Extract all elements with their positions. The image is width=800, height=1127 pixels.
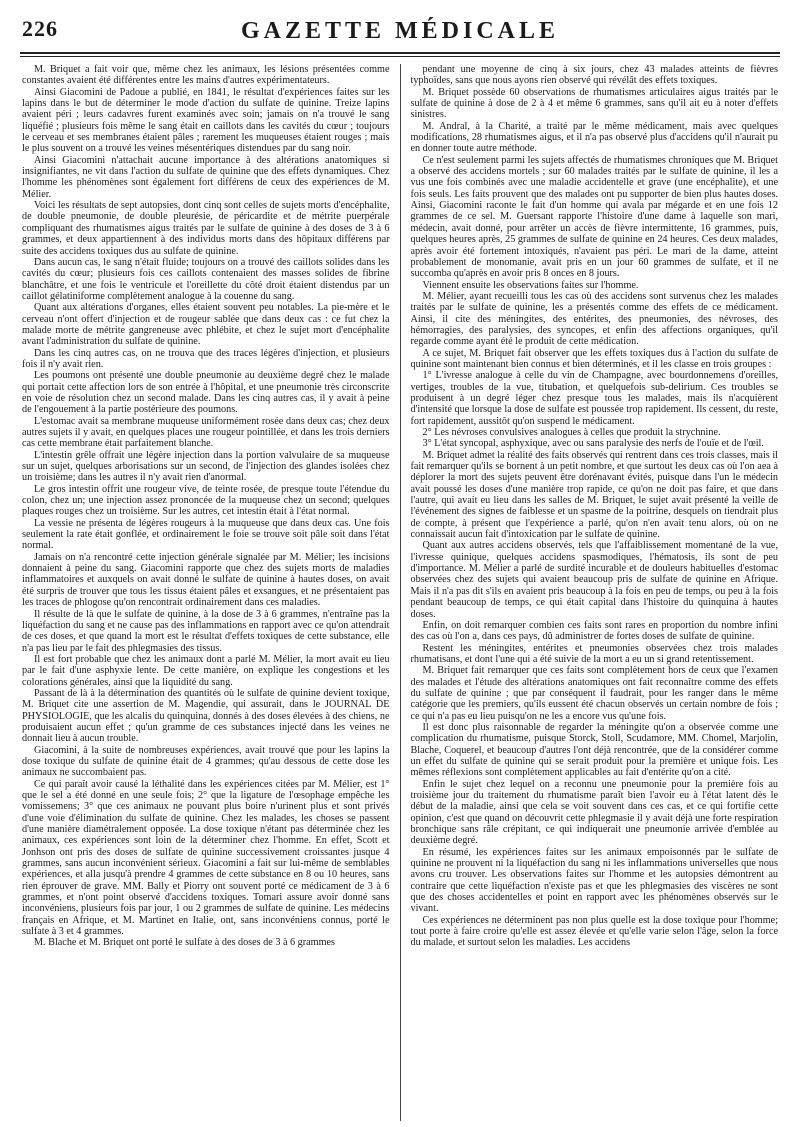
paragraph: Quant aux altérations d'organes, elles étaient souvent peu notables. La pie-mère et le cerveau n'ont offert d'injection et de rougeur sablée que dans deux cas : ce fut chez la malade morte de métrite gangreneuse avec phlébite, et chez le sujet mort d'encéphalite avant l'administration du sulfate de quinine.: [22, 302, 390, 348]
paragraph: Ces expériences ne déterminent pas non plus quelle est la dose toxique pour l'homme; tout porte à faire croire qu'elle est assez élevée et qu'elle varie selon l'âge, selon la force du malade, et surtout selon les maladies. Les accidens: [410, 914, 778, 949]
paragraph: Il résulte de là que le sulfate de quinine, à la dose de 3 à 6 grammes, n'entraîne pas la liquéfaction du sang et ne cause pas des inflammations en rapport avec ce qu'on attendrait de ces doses, et que quand la mort est le résultat d'effets toxiques de cette substance, elle n'a pas lieu par le fait des phlegmasies des tissus.: [22, 608, 390, 654]
header-rule: [20, 52, 780, 54]
right-column: [411, 64, 779, 1121]
paragraph: L'estomac avait sa membrane muqueuse uniformément rosée dans deux cas; chez deux autres sujets il y avait, en quelques places une rougeur pointillée, et dans les trois derniers cas cette membrane était parfaitement blanche.: [22, 415, 390, 450]
paragraph: Ce n'est seulement parmi les sujets affectés de rhumatismes chroniques que M. Briquet a observé des accidens mortels ; sur 60 malades traités par le sulfate de quinine, il les a vus une fois combinés avec une maladie accidentelle et grave (une encéphalite), et une fois seuls. Les faits prouvent que des malades ont pu supporter de bien plus hautes doses. Ainsi, Giacomini raconte le fait d'un homme qui avala par mégarde et en une fois 12 grammes de ce sel. M. Guersant rapporte l'histoire d'une dame à laquelle son mari, médecin, avait donné, pour arrêter un accès de fièvre intermittente, 16 grammes, puis, quelques heures après, 25 grammes de sulfate de quinine en 24 heures. Ces deux malades, après avoir été fortement intoxiqués, n'avaient pas péri. Le mari de la dame, atteint probablement de monomanie, avait pris en un jour 60 grammes de sulfate, et il ne succomba qu'après en avoir pris 8 onces en 8 jours.: [410, 154, 778, 280]
paragraph: En résumé, les expériences faites sur les animaux empoisonnés par le sulfate de quinine ne prouvent ni la liquéfaction du sang ni les inflammations universelles que nous avons cru trouver. Les observations faites sur l'homme et les autopsies démontrent au contraire que cette liquéfaction n'existe pas et que les phlegmasies des viscères ne sont que des choses accidentelles et point en rapport avec les phénomènes observés sur le vivant.: [410, 846, 778, 915]
paragraph: Dans aucun cas, le sang n'était fluide; toujours on a trouvé des caillots solides dans les cavités du cœur; plusieurs fois ces caillots contenaient des masses solides de fibrine blanchâtre, et une fois le ventricule et l'oreillette du côté droit étaient distendus par un caillot gélatiniforme complètement analogue à la couenne du sang.: [22, 256, 390, 302]
header-rule-thin: [20, 56, 780, 57]
paragraph: M. Briquet fait remarquer que ces faits sont complètement hors de ceux que l'examen des malades et l'étude des altérations anatomiques ont fait reconnaître comme des effets du sulfate de quinine ; que par conséquent il faudrait, pour les ranger dans le même catégorie que les premiers, qu'ils eussent été chacun observés un certain nombre de fois ; ce qui n'a pas eu lieu puisqu'on ne les a encore vus qu'une fois.: [410, 665, 778, 722]
paragraph: La vessie ne présenta de légères rougeurs à la muqueuse que dans deux cas. Une fois seulement la rate était gonflée, et ordinairement le foie se trouve soit pâle soit dans l'état normal.: [22, 517, 390, 552]
paragraph: Enfin le sujet chez lequel on a reconnu une pneumonie pour la première fois au troisième jour du traitement du rhumatisme paraît bien l'avoir eu à l'état latent dès le début de la maladie, ainsi que cela se voit souvent dans ces cas, et ce qui fortifie cette opinion, c'est que quand on découvrit cette phlegmasie il y avait déjà une forte respiration bronchique sans râle crépitant, ce qui indiquerait une pneumonie arrivée d'emblée au deuxième degré.: [410, 778, 778, 847]
paragraph: Ainsi Giacomini de Padoue a publié, en 1841, le résultat d'expériences faites sur les lapins dans le but de déterminer le mode d'action du sulfate de quinine. Treize lapins avaient péri ; leurs cadavres furent examinés avec soin; jamais on n'a trouvé le sang liquéfié ; plusieurs fois même le sang était en caillots dans les cavités du cœur ; toujours le cerveau et ses membranes étaient pâles ; rarement les muqueuses étaient rouges ; mais le plus souvent on a trouvé les veines mésentériques distendues par du sang noir.: [22, 86, 390, 155]
paragraph: M. Briquet admet la réalité des faits observés qui rentrent dans ces trois classes, mais il fait remarquer qu'ils se bornent à un petit nombre, et que surtout les deux cas où l'on aea à déplorer la mort des sujets peuvent être dorénavant évités, puisque dans l'un le médecin avait poussé les doses d'une manière trop rapide, ce qu'on ne doit pas faire, et que dans l'autre, qui avait eu lieu dans les salles de M. Briquet, le sujet avait présenté la veille de l'événement des signes de faiblesse et un spasme de la poitrine, desquels on tiendrait plus de compte, à présent que l'expérience a parlé, qu'on n'en avait tenu alors, où on ne connaissait aucun fait d'intoxication par le sulfate de quinine.: [410, 449, 778, 541]
paragraph: Jamais on n'a rencontré cette injection générale signalée par M. Mélier; les incisions donnaient à peine du sang. Giacomini rapporte que chez des sujets morts de maladies inflammatoires et auxquels on avait donné le sulfate de quinine à hautes doses, on avait été surpris de trouver que tous les tissus étaient pâles et exsangues, et ne présentaient pas les traces de phlogose qu'on rencontrait ordinairement dans ces maladies.: [22, 551, 390, 609]
paragraph: Enfin, on doit remarquer combien ces faits sont rares en proportion du nombre infini des cas où l'on a, dans ces pays, dû administrer de fortes doses de sulfate de quinine.: [410, 619, 778, 643]
paragraph: Les poumons ont présenté une double pneumonie au deuxième degré chez le malade qui portait cette affection lors de son entrée à l'hôpital, et une pneumonie très circonscrite en voie de résolution chez un second malade. Dans les cinq autres cas, il y avait à peine de l'engouement à la partie postérieure des poumons.: [22, 370, 390, 416]
paragraph: Il est fort probable que chez les animaux dont a parlé M. Mélier, la mort avait eu lieu par le fait d'une asphyxie lente. De cette manière, on explique les congestions et les colorations générales, ainsi que la liquidité du sang.: [22, 653, 390, 688]
journal-title: GAZETTE MÉDICALE: [240, 18, 560, 44]
paragraph: Il est donc plus raisonnable de regarder la méningite qu'on a observée comme une complication du rhumatisme, puisque Storck, Stoll, Scudamore, MM. Chomel, Marjolin, Blache, Coquerel, et beaucoup d'autres l'ont déjà rencontrée, que de la considérer comme un effet du sulfate de quinine qui se serait produit pour la première et unique fois. Les mêmes réflexions sont complètement applicables au fait d'entérite qu'on a cité.: [410, 721, 778, 779]
paragraph: M. Andral, à la Charité, a traité par le même médicament, mais avec quelques modifications, 28 rhumatismes aigus, et il n'a pas observé plus d'accidens qu'il n'aurait pu en donner toute autre méthode.: [410, 120, 778, 155]
text-columns: [22, 64, 778, 1121]
paragraph: Voici les résultats de sept autopsies, dont cinq sont celles de sujets morts d'encéphalite, de double pneumonie, de double pleurésie, de péricardite et de métrite puerpérale compliquant des rhumatismes aigus traités par le sulfate de quinine à des doses de 3 à 6 grammes, et deux appartiennent à des individus morts dans des hôpitaux différens par suite des accidens toxiques dus au sulfate de quinine.: [22, 200, 390, 257]
page-number: 226: [22, 16, 58, 41]
paragraph: Viennent ensuite les observations faites sur l'homme.: [422, 279, 639, 291]
paragraph: L'intestin grêle offrait une légère injection dans la portion valvulaire de sa muqueuse sur un sujet, quelques arborisations sur un second, de l'injection des glandes isolées chez un troisième; dans les autres il n'y avait rien d'anormal.: [22, 449, 390, 484]
paragraph: M. Briquet a fait voir que, même chez les animaux, les lésions présentées comme constantes avaient été différentes entre les mains d'autres expérimentateurs.: [22, 64, 390, 87]
paragraph: Dans les cinq autres cas, on ne trouva que des traces légères d'injection, et plusieurs fois il n'y avait rien.: [22, 347, 390, 370]
paragraph: Quant aux autres accidens observés, tels que l'affaiblissement momentané de la vue, l'ivresse quinique, quelques accidens spasmodiques, l'hématosis, ils sont de peu d'importance. M. Mélier a parlé de surdité incurable et de douleurs habituelles d'estomac observées chez des sujets qui avaient beaucoup pris de sulfate de quinine en Afrique. Mais il n'a pas dit s'ils en avaient pris beaucoup à la fois en peu de temps, ou peu à la fois pendant beaucoup de temps, ce qui était capital dans l'histoire du quinquina à hautes doses.: [410, 540, 778, 620]
paragraph: A ce sujet, M. Briquet fait observer que les effets toxiques dus à l'action du sulfate de quinine sont maintenant bien connus et bien déterminés, et il les classe en trois groupes :: [410, 347, 778, 370]
paragraph: Restent les méningites, entérites et pneumonies observées chez trois malades rhumatisans, et dont l'une qui a été suivie de la mort a eu un si grand retentissement.: [410, 642, 778, 665]
paragraph: Giacomini, à la suite de nombreuses expériences, avait trouvé que pour les lapins la dose toxique du sulfate de quinine était de 4 grammes; qu'au dessous de cette dose les animaux ne succombaient pas.: [22, 744, 390, 779]
paragraph: Le gros intestin offrit une rougeur vive, de teinte rosée, de presque toute l'étendue du colon, chez un; une injection assez prononcée de la muqueuse chez un second; quelques plaques rouges chez un troisième. Sur les autres, cet intestin était à l'état normal.: [22, 483, 390, 518]
paragraph: 3° L'état syncopal, asphyxique, avec ou sans paralysie des nerfs de l'ouïe et de l'œil.: [422, 438, 764, 450]
paragraph: M. Briquet possède 60 observations de rhumatismes articulaires aigus traités par le sulfate de quinine à dose de 2 à 4 et même 6 grammes, sans qu'il ait eu à noter d'effets sinistres.: [410, 86, 778, 121]
paragraph: M. Blache et M. Briquet ont porté le sulfate à des doses de 3 à 6 grammes: [34, 937, 336, 949]
paragraph: 2° Les névroses convulsives analogues à celles que produit la strychnine.: [422, 427, 721, 438]
paragraph: Ce qui paraît avoir causé la léthalité dans les expériences citées par M. Mélier, est 1° que le sel a été donné en une seule fois; 2° que la ligature de l'œsophage empêche les vomissemens; 3° que ces animaux ne pouvant plus boire n'urinent plus et sont privés d'une voie d'élimination du sulfate de quinine. Chez les malades, les choses se passent d'une manière diamétralement opposée. La dose toxique n'étant pas déterminée chez les animaux, ces expériences sont loin de la déterminer chez l'homme. En effet, Scott et Jonhson ont pris des doses de sulfate de quinine successivement croissantes jusque 4 grammes, sans aucun inconvénient sérieux. Giacomini a fait sur lui-même de semblables expériences, et alla jusqu'à prendre 4 grammes de cette substance en 8 ou 10 heures, sans rien éprouver de grave. MM. Bally et Piorry ont souvent porté ce médicament de 3 à 6 grammes, et n'ont point observé d'accidens toxiques. Tomari assure avoir donné sans inconvéniens, plusieurs fois par jour, 1 ou 2 grammes de sulfate de quinine. Les médecins français en Afrique, et M. Martinet en Italie, ont, sans inconvéniens connus, porté le sulfate à 3 et 4 grammes.: [22, 778, 390, 938]
paragraph: 1° L'ivresse analogue à celle du vin de Champagne, avec bourdonnemens d'oreilles, vertiges, troubles de la vue, titubation, et quelquefois sub-delirium. Ces troubles se produisent à un degré léger chez presque tous les malades, mais ils n'acquièrent d'intensité que lorsque la dose de sulfate est poussée trop rapidement. Ils cessent, du reste, fort rapidement, aussitôt qu'on suspend le médicament.: [410, 370, 778, 427]
left-column: [22, 64, 390, 1121]
paragraph: Ainsi Giacomini n'attachait aucune importance à des altérations anatomiques si insignifiantes, ne vit dans l'action du sulfate de quinine que des effets dynamiques. Chez l'homme les phénomènes sont également fort différens de ceux des expériences de M. Mélier.: [22, 154, 390, 200]
column-divider: [400, 64, 401, 1121]
paragraph: Passant de là à la détermination des quantités où le sulfate de quinine devient toxique, M. Briquet cite une assertion de M. Magendie, qui assurait, dans le JOURNAL DE PHYSIOLOGIE, que les alcalis du quinquina, donnés à des doses élevées à des chiens, ne produisaient aucun effet ; qu'un gramme de ces substances injecté dans les veines ne donnait lieu à aucun trouble.: [22, 687, 390, 745]
paragraph: M. Mélier, ayant recueilli tous les cas où des accidens sont survenus chez les malades traités par le sulfate de quinine, les a présentés comme des effets de ce médicament. Ainsi, il cite des méningites, des entérites, des pneumonies, des névroses, des hémorragies, des paralysies, des syncopes, et enfin des affections organiques, qu'il regarde comme ayant été le produit de cette médication.: [410, 290, 778, 348]
paragraph: pendant une moyenne de cinq à six jours, chez 43 malades atteints de fièvres typhoïdes, sans que nous ayons rien observé qui révélât des effets toxiques.: [410, 64, 778, 87]
